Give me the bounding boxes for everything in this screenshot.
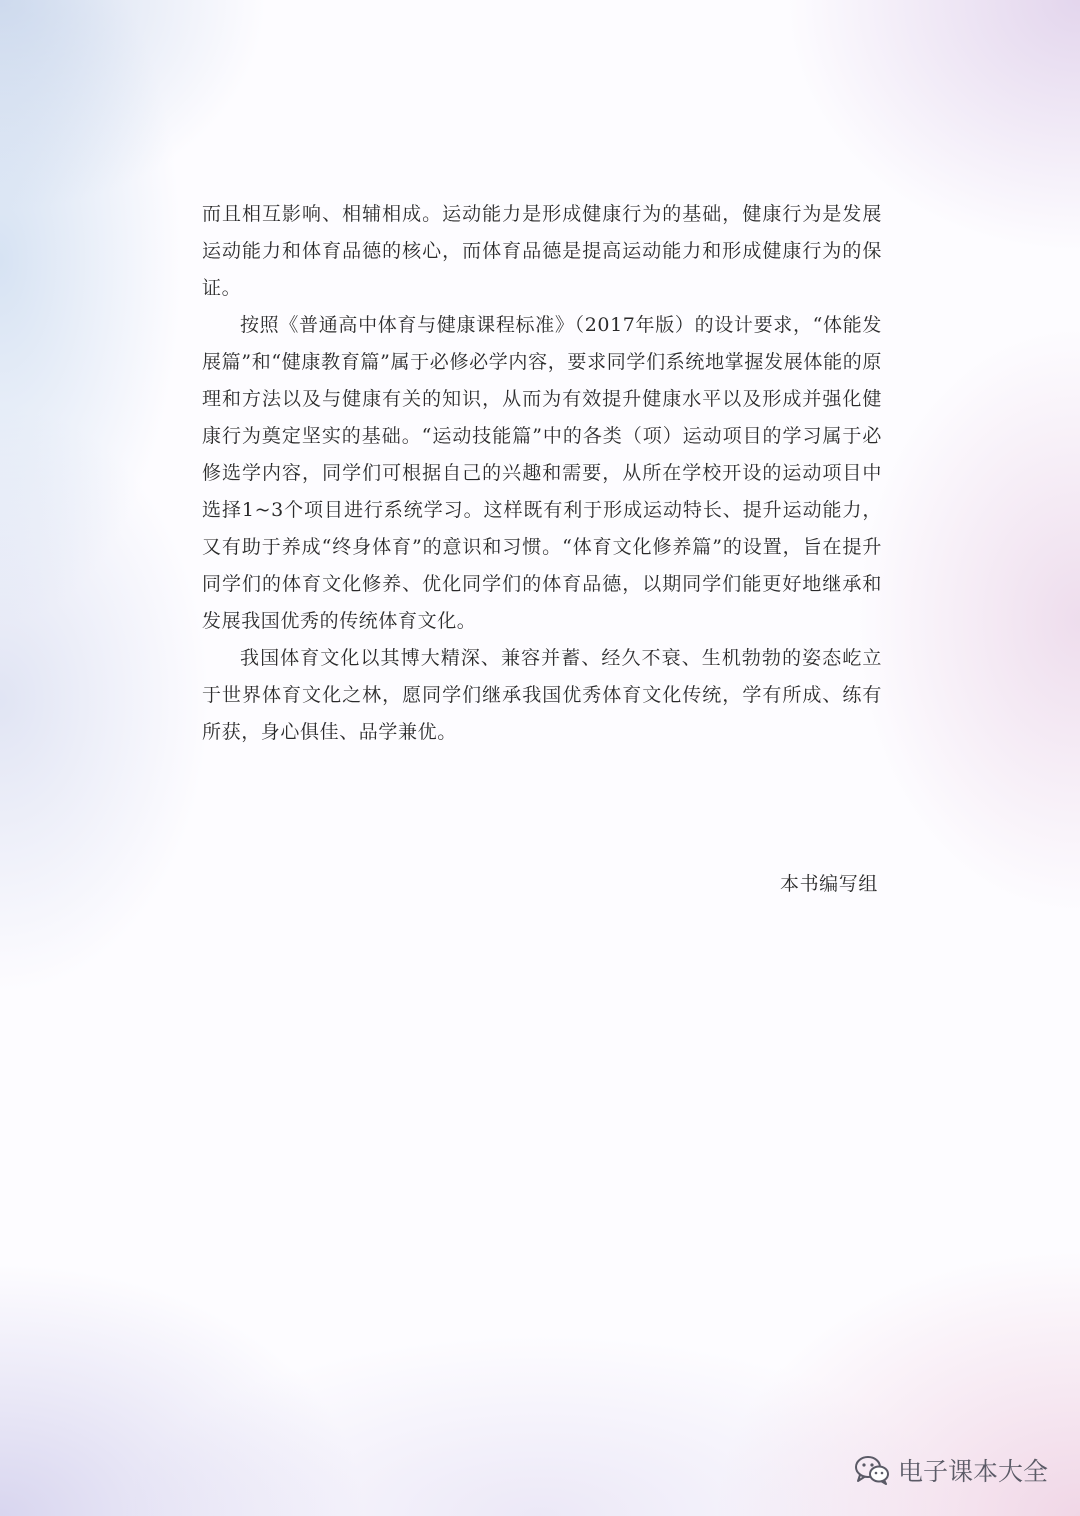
wechat-icon — [854, 1455, 890, 1485]
watermark — [854, 1450, 1048, 1490]
paragraph-2: 按照《普通高中体育与健康课程标准》（2017年版）的设计要求，“体能发展篇”和“健康教育篇”属于必修必学内容，要求同学们系统地掌握发展体能的原理和方法以及与健康有关的知识，从而为有效提升健康水平以及形成并强化健康行为奠定坚实的基础。“运动技能篇”中的各类（项）运动项目的学习属于必修选学内容，同学们可根据自己的兴趣和需要，从所在学校开设的运动项目中选择1~3个项目进行系统学习。这样既有利于形成运动特长、提升运动能力，又有助于养成“终身体育”的意识和习惯。“体育文化修养篇”的设置，旨在提升同学们的体育文化修养、优化同学们的体育品德，以期同学们能更好地继承和发展我国优秀的传统体育文化。 — [202, 314, 882, 632]
watermark-text: 电子课本大全 — [897, 1457, 1048, 1486]
signature: 本书编写组 — [779, 873, 878, 895]
document-body — [202, 196, 882, 751]
paragraph-1: 而且相互影响、相辅相成。运动能力是形成健康行为的基础，健康行为是发展运动能力和体育品德的核心，而体育品德是提高运动能力和形成健康行为的保证。 — [202, 203, 882, 299]
paragraph-3: 我国体育文化以其博大精深、兼容并蓄、经久不衰、生机勃勃的姿态屹立于世界体育文化之林，愿同学们继承我国优秀体育文化传统，学有所成、练有所获，身心俱佳、品学兼优。 — [202, 647, 882, 743]
